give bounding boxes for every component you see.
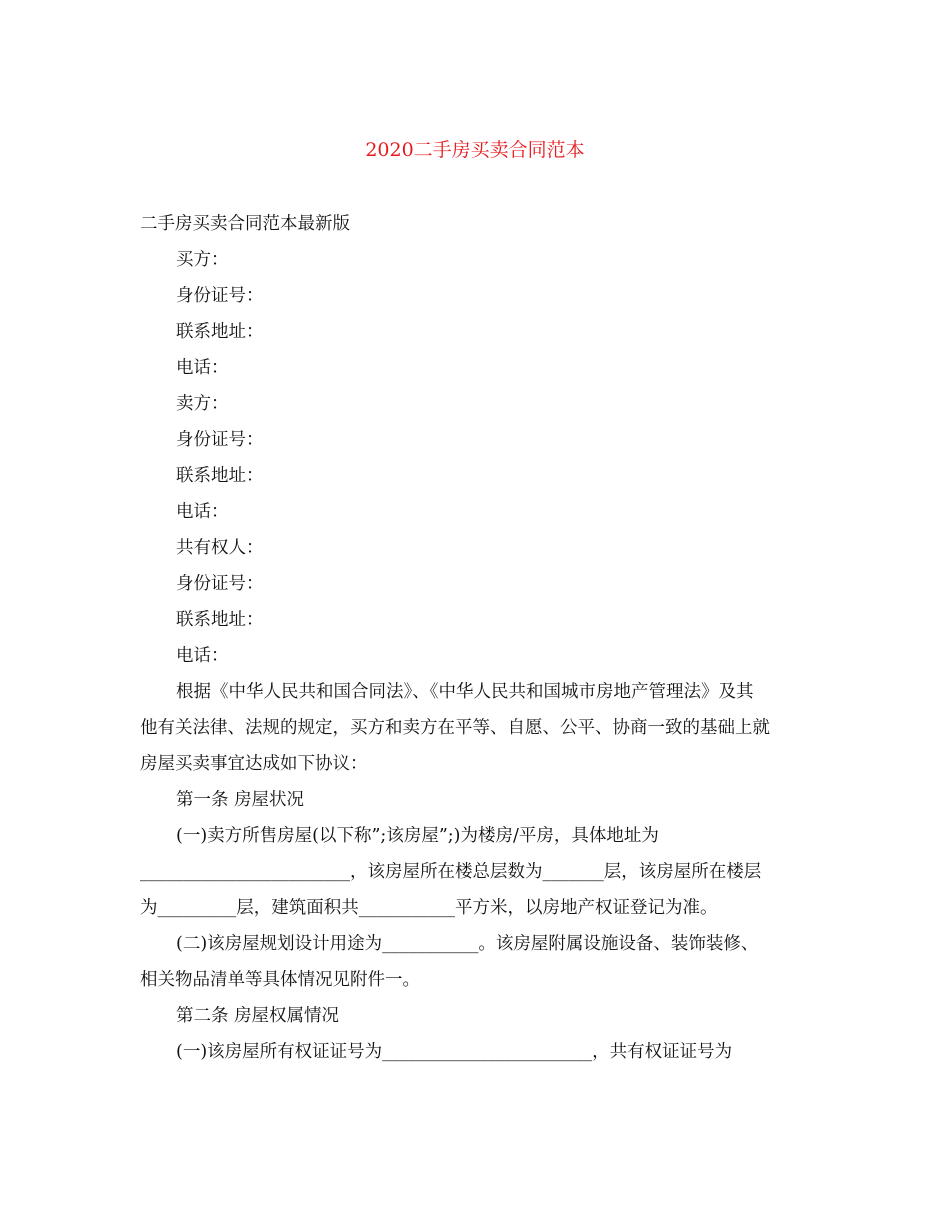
seller-id-label: 身份证号： [176, 430, 264, 450]
coowner-address-label: 联系地址： [176, 610, 264, 630]
article1-clause1 [140, 818, 812, 926]
coowner-label: 共有权人： [176, 538, 264, 558]
buyer-phone-label: 电话： [176, 358, 229, 378]
article2-clause1-line: (一)该房屋所有权证证号为________________________，共有权证证号为 [176, 1042, 733, 1062]
document-subtitle: 二手房买卖合同范本最新版 [140, 214, 350, 234]
coowner-id-label: 身份证号： [176, 574, 264, 594]
intro-line: 根据《中华人民共和国合同法》、《中华人民共和国城市房地产管理法》及其 [176, 682, 754, 702]
article1-clause1-line: 为_________层，建筑面积共___________平方米，以房地产权证登记为准。 [140, 898, 718, 918]
document-body [140, 206, 812, 1070]
seller-phone-label: 电话： [176, 502, 229, 522]
intro-paragraph [140, 674, 812, 782]
seller-label: 卖方： [176, 394, 229, 414]
article2-heading: 第二条 房屋权属情况 [176, 1006, 340, 1026]
article1-clause2-line: 相关物品清单等具体情况见附件一。 [140, 970, 420, 990]
article1-clause1-line: ________________________，该房屋所在楼总层数为_______层，该房屋所在楼层 [140, 862, 762, 882]
article2-clause1 [140, 1034, 812, 1070]
buyer-label: 买方： [176, 250, 229, 270]
article1-clause2-line: (二)该房屋规划设计用途为___________。该房屋附属设施设备、装饰装修、 [176, 934, 759, 954]
intro-line: 他有关法律、法规的规定，买方和卖方在平等、自愿、公平、协商一致的基础上就 [140, 718, 770, 738]
article1-clause2 [140, 926, 812, 998]
buyer-id-label: 身份证号： [176, 286, 264, 306]
article1-clause1-line: (一)卖方所售房屋(以下称”;该房屋”;)为楼房/平房，具体地址为 [176, 826, 659, 846]
seller-address-label: 联系地址： [176, 466, 264, 486]
document-title: 2020二手房买卖合同范本 [365, 139, 585, 161]
intro-line: 房屋买卖事宜达成如下协议： [140, 754, 368, 774]
article1-heading: 第一条 房屋状况 [176, 790, 305, 810]
coowner-phone-label: 电话： [176, 646, 229, 666]
buyer-address-label: 联系地址： [176, 322, 264, 342]
